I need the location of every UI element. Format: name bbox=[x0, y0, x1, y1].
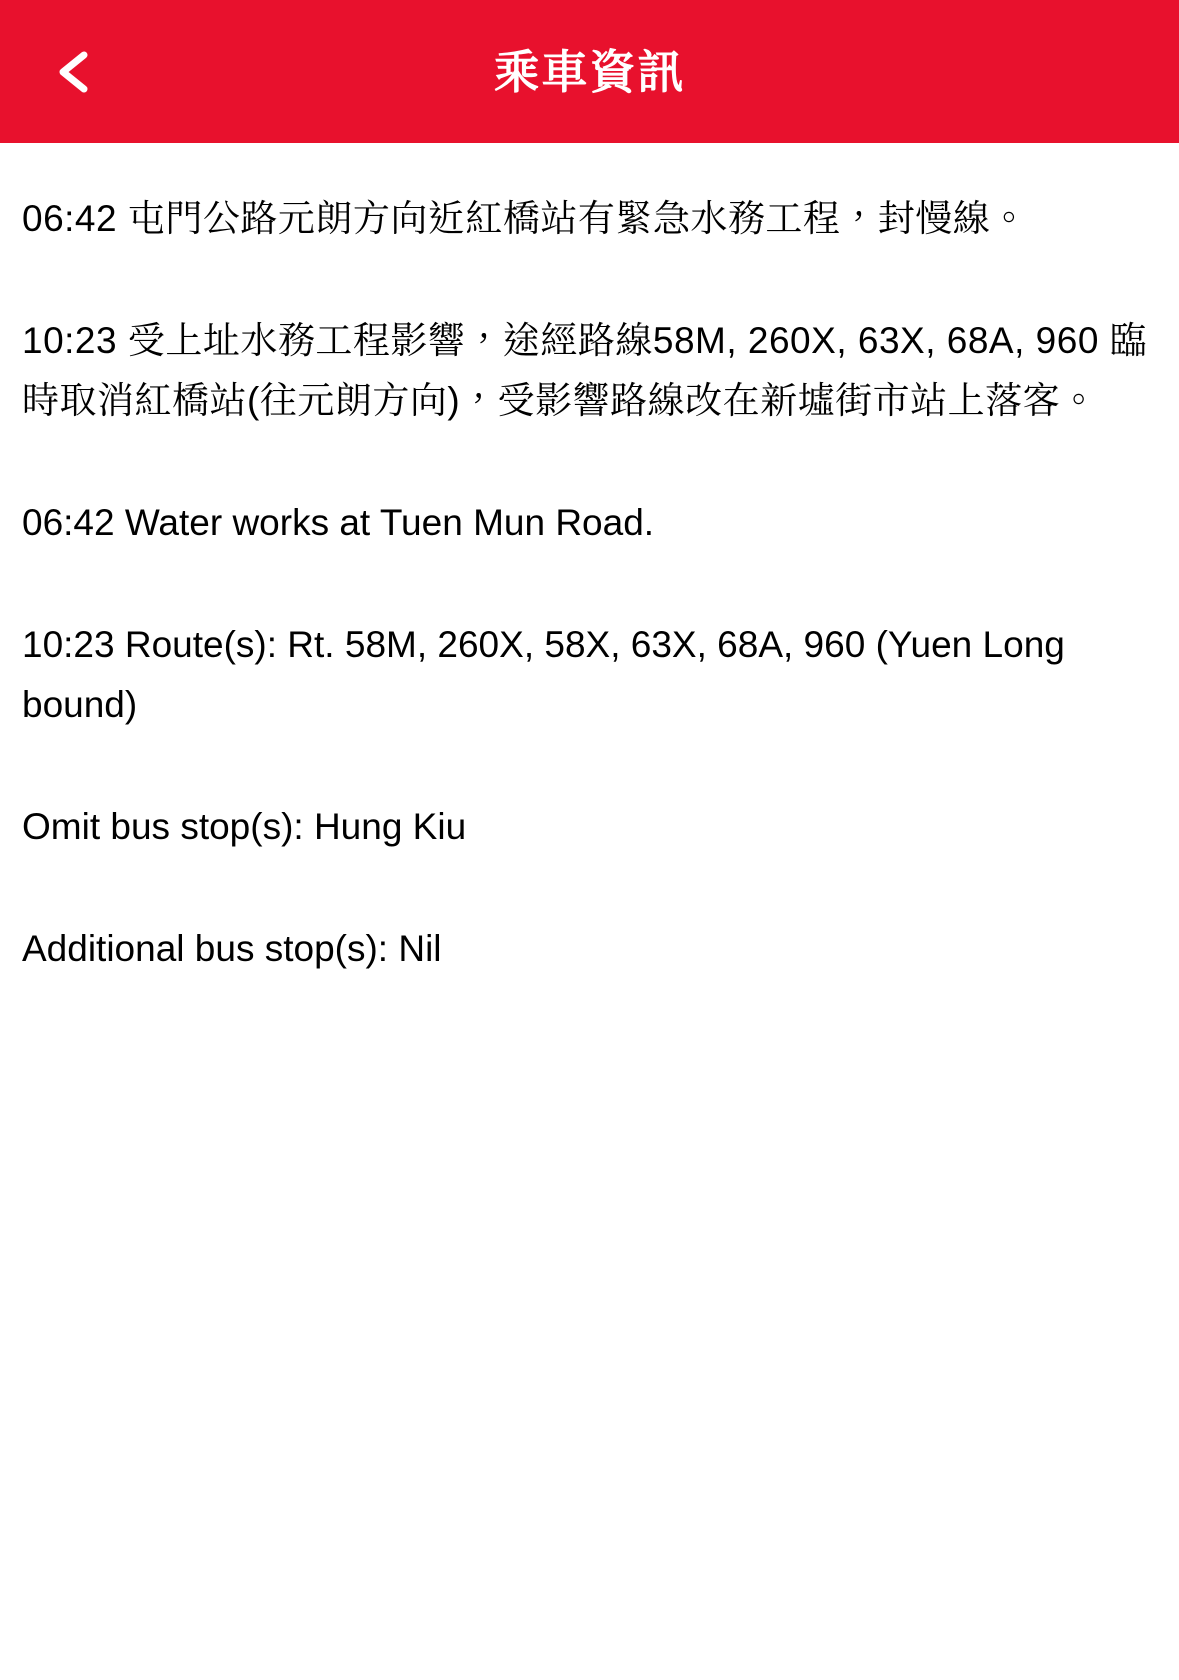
back-button[interactable] bbox=[30, 0, 122, 143]
notice-item: 06:42 屯門公路元朗方向近紅橋站有緊急水務工程，封慢線。 bbox=[22, 198, 1028, 239]
notice-content bbox=[0, 143, 1179, 1680]
notice-list bbox=[22, 189, 1157, 979]
notice-item: 10:23 Route(s): Rt. 58M, 260X, 58X, 63X, 68A, 960 (Yuen Long bound) bbox=[22, 623, 1065, 725]
notice-item: 10:23 受上址水務工程影響，途經路線58M, 260X, 63X, 68A, 960 臨時取消紅橋站(往元朗方向)，受影響路線改在新墟街市站上落客。 bbox=[22, 319, 1148, 421]
chevron-left-icon bbox=[54, 50, 98, 94]
notice-item: 06:42 Water works at Tuen Mun Road. bbox=[22, 501, 655, 543]
app-header bbox=[0, 0, 1179, 143]
page-title: 乘車資訊 bbox=[493, 45, 686, 98]
notice-item: Omit bus stop(s): Hung Kiu bbox=[22, 805, 467, 847]
notice-item: Additional bus stop(s): Nil bbox=[22, 927, 442, 969]
